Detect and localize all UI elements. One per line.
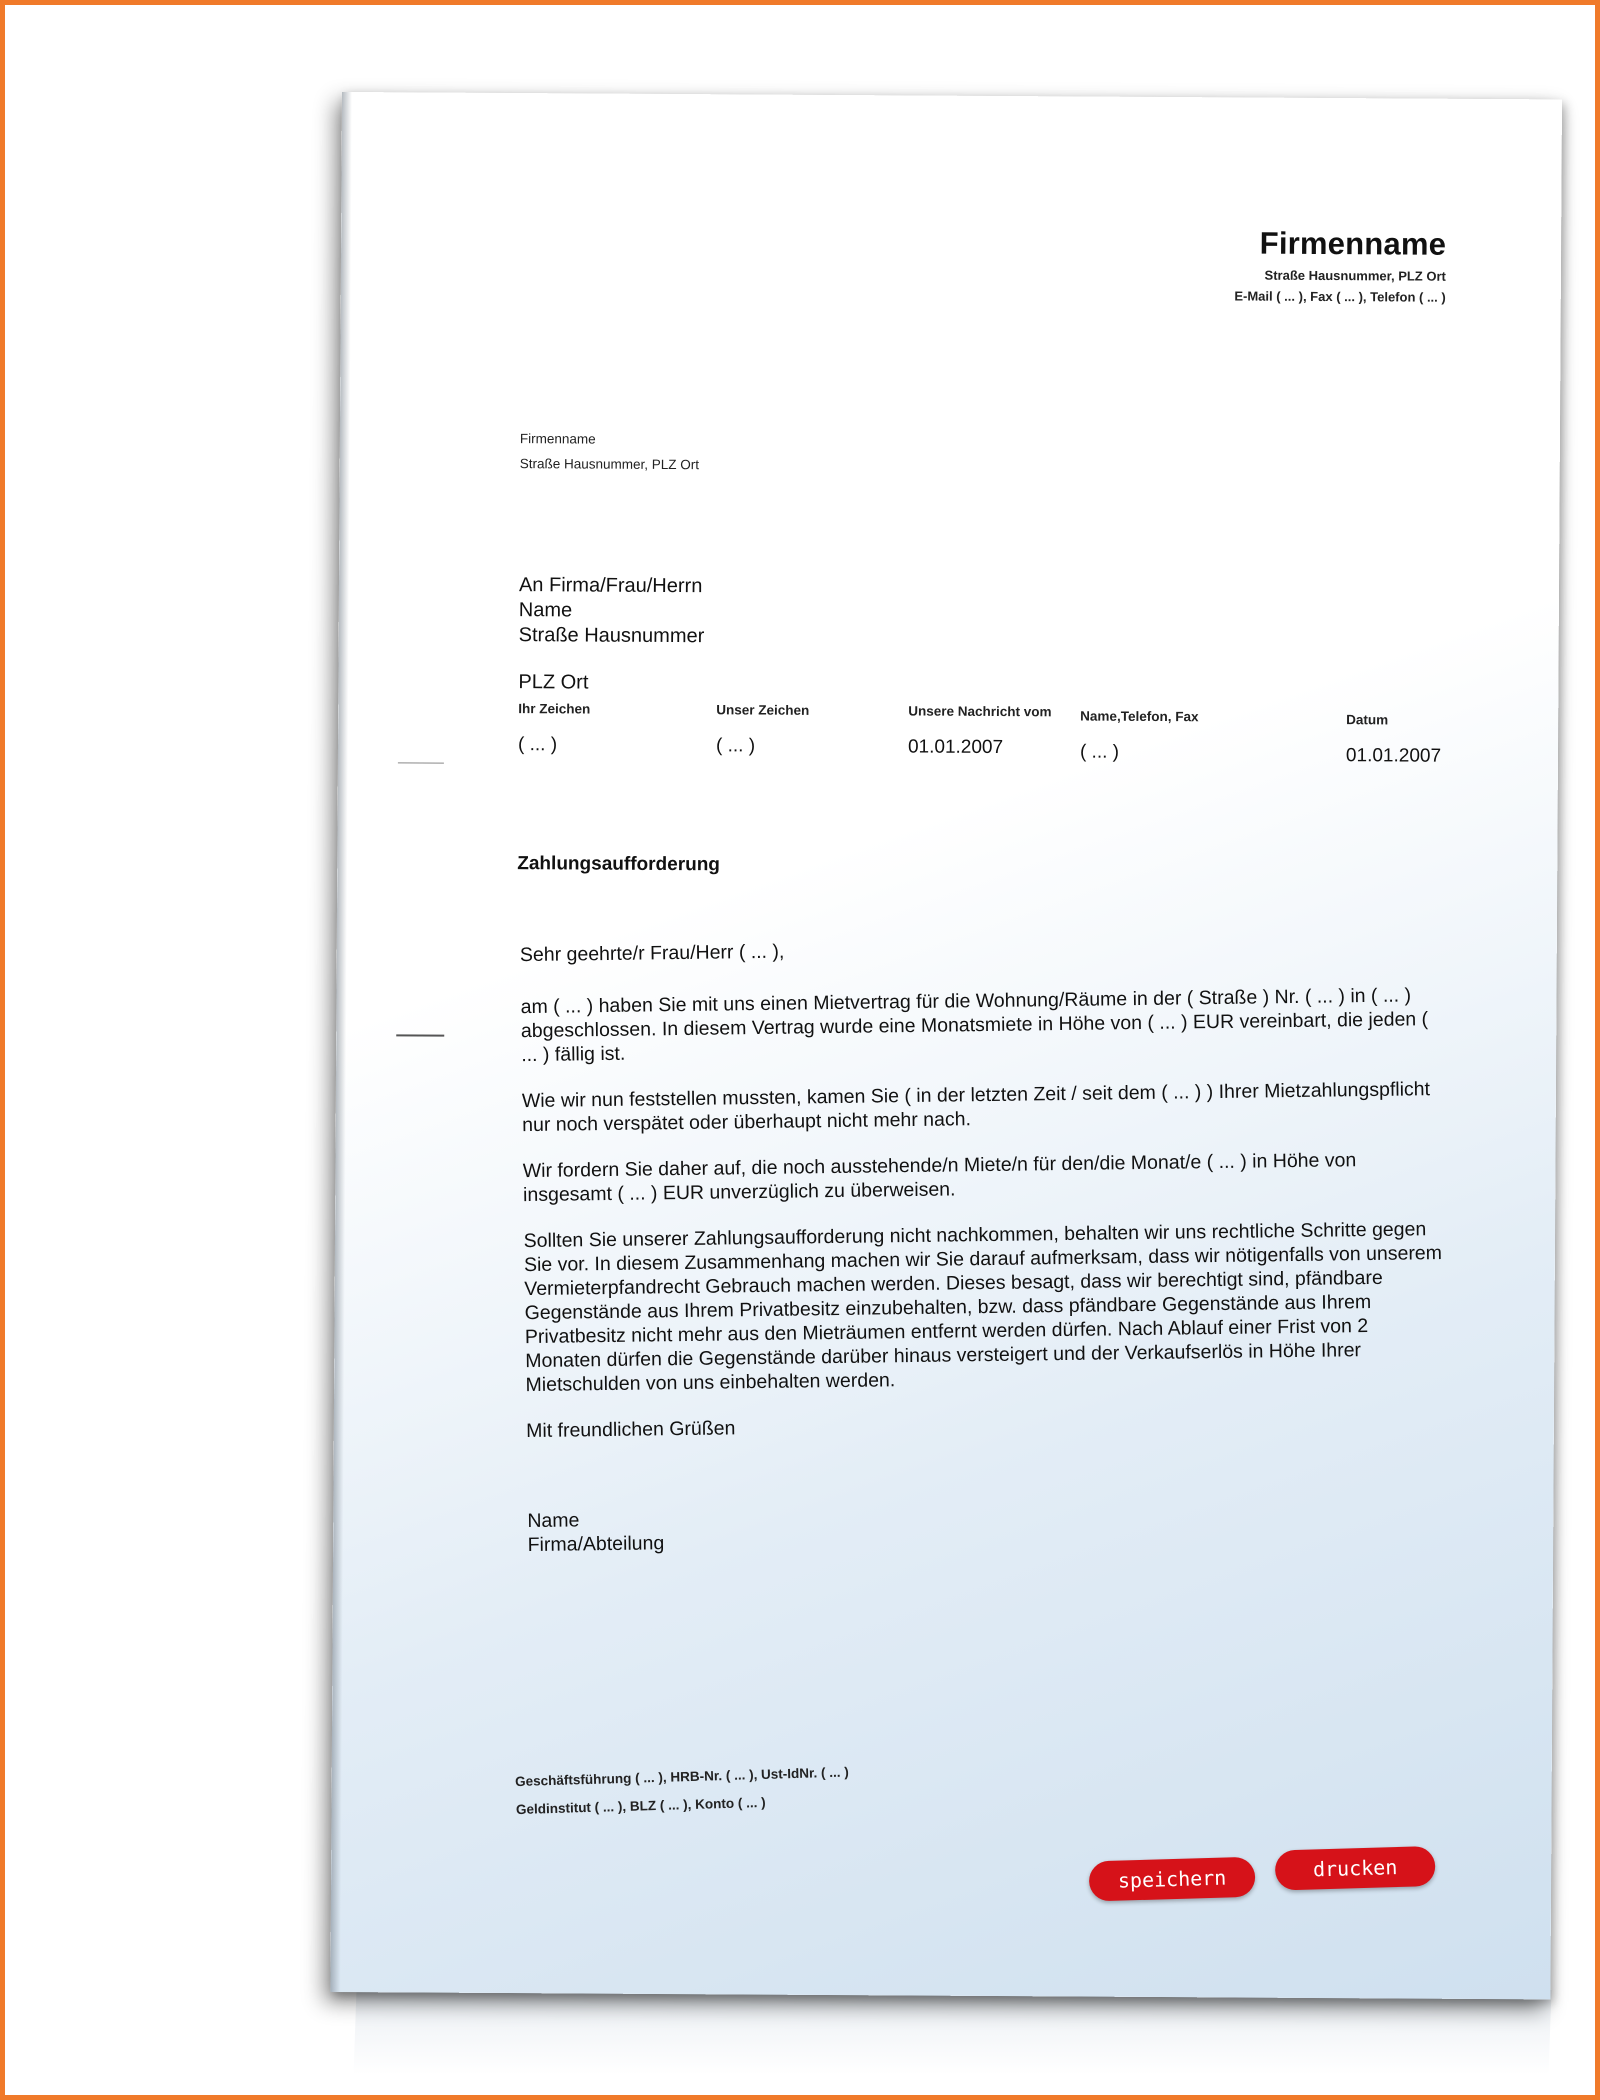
reference-nachricht-vom [908,703,1052,759]
letterhead [1234,225,1446,304]
body-paragraph-2: Wie wir nun feststellen mussten, kamen Sie ( in der letzten Zeit / seit dem ( ... ) ) Ihrer Mietzahlungspflicht nur noch verspätet oder überhaupt nicht mehr nach. [521,1078,1431,1137]
reference-value: ( ... ) [715,735,756,757]
body-paragraph-3: Wir fordern Sie daher auf, die noch ausstehende/n Miete/n für den/die Monat/e ( ... ) in Höhe von insgesamt ( ... ) EUR unverzüglich zu überweisen. [522,1149,1357,1207]
letterhead-contact: E-Mail ( ... ), Fax ( ... ), Telefon ( ... ) [1234,288,1446,305]
reference-ihr-zeichen [518,701,590,756]
recipient-line-2: Name [518,599,573,622]
reference-value: ( ... ) [517,734,558,756]
fold-mark-middle [396,1034,444,1036]
reference-value: 01.01.2007 [1345,745,1442,767]
sender-address: Straße Hausnummer, PLZ Ort [519,456,700,473]
letter-footer [515,1758,850,1824]
reference-value: ( ... ) [1079,741,1120,763]
letter-subject: Zahlungsaufforderung [517,853,721,876]
reference-row [517,701,1442,777]
sender-company: Firmenname [519,431,596,447]
page-reflection [354,1990,1552,2075]
signature-department: Firma/Abteilung [527,1532,665,1557]
closing: Mit freundlichen Grüßen [526,1417,736,1443]
sender-line [520,426,700,477]
letter-page [330,92,1562,1999]
recipient-line-3: Straße Hausnummer [518,624,705,648]
letterhead-address: Straße Hausnummer, PLZ Ort [1264,267,1446,284]
reference-name-telefon [1080,709,1199,765]
reference-header: Unsere Nachricht vom [908,703,1052,720]
letterhead-company: Firmenname [1259,225,1447,262]
salutation: Sehr geehrte/r Frau/Herr ( ... ), [519,940,785,967]
body-paragraph-1: am ( ... ) haben Sie mit uns einen Mietvertrag für die Wohnung/Räume in der ( Straße ) Nr. ( ... ) in ( ... ) abgeschlossen. In diesem Vertrag wurde eine Monatsmiete in Höhe von ( ... ) EUR vereinbart, die jeden ( ... ) fällig ist. [520,984,1429,1067]
footer-line-1: Geschäftsführung ( ... ), HRB-Nr. ( ... ), Ust-IdNr. ( ... ) [514,1764,849,1790]
recipient-address [518,573,704,696]
reference-header: Name,Telefon, Fax [1080,708,1199,725]
signature-block [527,1497,1448,1557]
body-paragraph-4: Sollten Sie unserer Zahlungsaufforderung nicht nachkommen, behalten wir uns rechtliche Schritte gegen Sie vor. In diesem Zusammenhang machen wir Sie darauf aufmerksam, dass wir nötigenfalls von unserem Vermieterpfandrecht Gebrauch machen werden. Dieses besagt, dass wir berechtigt sind, pfändbare Gegenstände aus Ihrem Privatbesitz einzubehalten, bzw. dass pfändbare Gegenstände aus Ihrem Privatbesitz nicht mehr aus den Mieträumen entfernt werden dürfen. Nach Ablauf einer Frist von 2 Monaten dürfen die Gegenstände darüber hinaus versteigert und der Verkaufserlös in Höhe Ihrer Mietschulden von uns einbehalten werden. [523,1218,1443,1397]
fold-mark-top [398,762,444,763]
recipient-line-1: An Firma/Frau/Herrn [518,574,703,598]
recipient-line-4: PLZ Ort [518,671,589,694]
reference-header: Datum [1346,712,1389,728]
print-button[interactable]: drucken [1275,1846,1436,1891]
reference-header: Ihr Zeichen [518,701,591,717]
reference-datum [1346,712,1441,768]
signature-name: Name [527,1509,580,1533]
letter-body [520,931,1448,1557]
footer-line-2: Geldinstitut ( ... ), BLZ ( ... ), Konto ( ... ) [515,1794,766,1818]
reference-header: Unser Zeichen [716,702,810,718]
reference-value: 01.01.2007 [907,736,1004,759]
reference-unser-zeichen [716,702,809,758]
save-button[interactable]: speichern [1089,1857,1256,1902]
